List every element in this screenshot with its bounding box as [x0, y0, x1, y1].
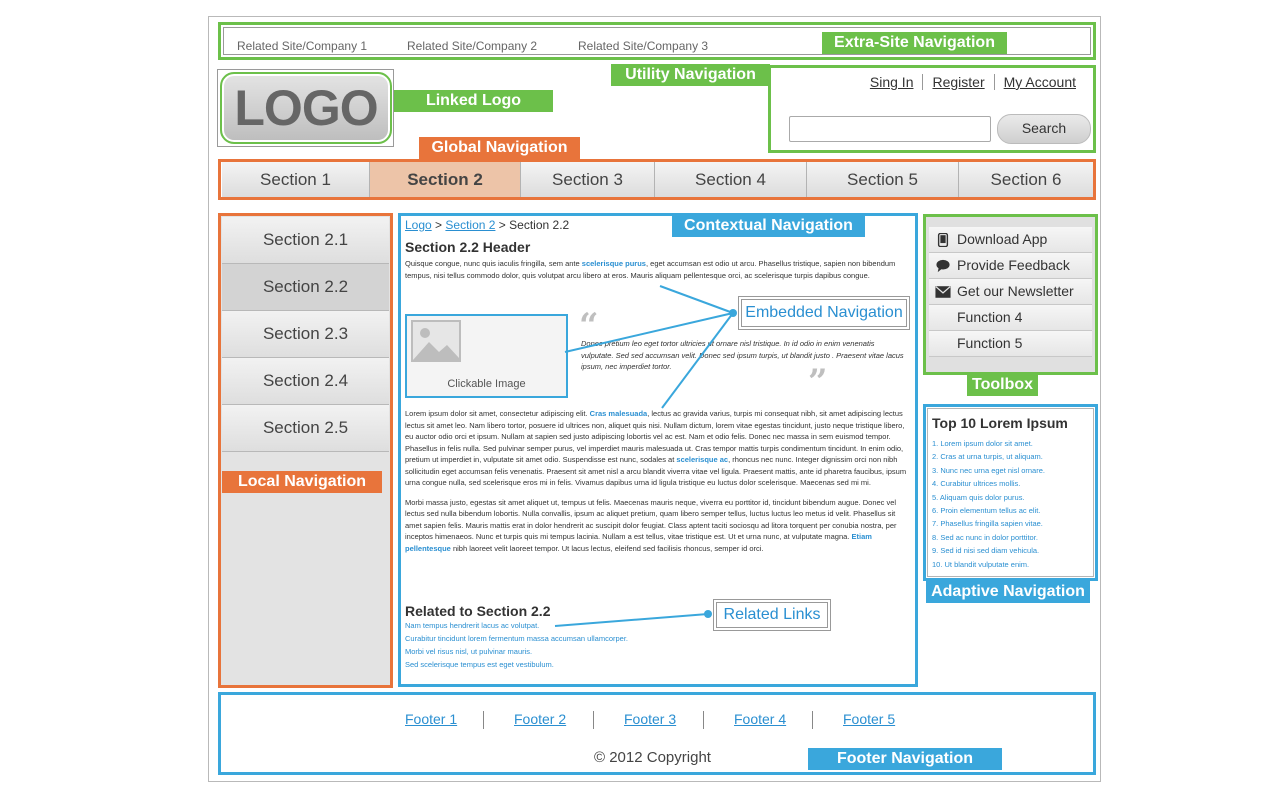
footer-link-4[interactable]: Footer 4 [734, 711, 787, 727]
sign-in-link[interactable]: Sing In [869, 74, 914, 90]
extra-site-link-1[interactable]: Related Site/Company 1 [237, 39, 368, 53]
search-input[interactable] [789, 116, 991, 142]
local-nav [218, 213, 393, 688]
top-10-item[interactable]: 5. Aliquam quis dolor purus. [932, 492, 1025, 502]
related-link-4[interactable]: Sed scelerisque tempus est eget vestibulum. [405, 660, 554, 669]
top-10-item[interactable]: 7. Phasellus fringilla sapien vitae. [932, 519, 1043, 529]
global-nav-section-5[interactable]: Section 5 [807, 162, 959, 197]
utility-nav [768, 65, 1096, 153]
provide-feedback-label: Provide Feedback [957, 257, 1070, 273]
phone-icon [935, 233, 951, 247]
paragraph-text: Lorem ipsum dolor sit amet, consectetur adipiscing elit. [405, 409, 590, 418]
search-button[interactable]: Search [997, 114, 1091, 144]
speech-bubble-icon [935, 259, 951, 273]
function-5-button[interactable] [929, 331, 1092, 357]
embedded-link-3[interactable]: scelerisque ac [676, 455, 729, 464]
top-10-item[interactable]: 10. Ut blandit vulputate enim. [932, 559, 1030, 569]
download-app-button[interactable] [929, 227, 1092, 253]
toolbox-label: Toolbox [967, 374, 1038, 396]
download-app-label: Download App [957, 231, 1048, 247]
footer-link-3[interactable]: Footer 3 [624, 711, 677, 727]
provide-feedback-button[interactable] [929, 253, 1092, 279]
section-header: Section 2.2 Header [405, 238, 531, 255]
footer-separator [812, 711, 813, 729]
top-10-item[interactable]: 8. Sed ac nunc in dolor porttitor. [932, 532, 1038, 542]
global-nav [218, 159, 1096, 200]
toolbox [923, 214, 1098, 375]
global-nav-section-3[interactable]: Section 3 [521, 162, 655, 197]
top-10-list [932, 437, 1092, 571]
logo[interactable] [220, 72, 392, 144]
breadcrumb-separator: > [435, 218, 443, 232]
local-nav-section-2-5[interactable]: Section 2.5 [222, 405, 389, 452]
breadcrumb-current: Section 2.2 [509, 218, 570, 232]
adaptive-nav-label: Adaptive Navigation [926, 581, 1090, 603]
adaptive-nav-title: Top 10 Lorem Ipsum [932, 415, 1068, 431]
image-caption: Clickable Image [447, 378, 526, 390]
global-nav-label: Global Navigation [419, 137, 580, 159]
breadcrumb [405, 220, 908, 232]
extra-site-link-3[interactable]: Related Site/Company 3 [578, 39, 709, 53]
extra-site-link-2[interactable]: Related Site/Company 2 [407, 39, 538, 53]
related-header: Related to Section 2.2 [405, 603, 551, 619]
embedded-link-4[interactable]: Etiam pellentesque [405, 532, 872, 553]
register-link[interactable]: Register [922, 74, 993, 90]
paragraph-text: Morbi massa justo, egestas sit amet aliquet ut, tempus ut felis. Maecenas mauris neque, viverra eu porttitor id, tincidunt bibendum augue. Donec vel lectus sed nulla bibendum lobortis. Nulla convallis, ipsum ac aliquet pretium, quam libero semper tellus, luctus luctus leo metus id velit. Phasellus sit amet sapien felis. Mauris mattis erat in dolor hendrerit ac suscipit dolor feugiat. Class aptent taciti sociosqu ad litora torquent per conubia nostra, per inceptos himenaeos. Nunc et turpis quis mi tempus lacinia. Nullam a est tellus, vitae tristique est. Ut et urna nunc, at vulputate magna. [405, 497, 897, 541]
local-nav-label: Local Navigation [222, 471, 382, 493]
footer-separator [593, 711, 594, 729]
clickable-image[interactable] [405, 314, 568, 398]
paragraph-text: Quisque congue, nunc quis iaculis fringilla, sem ante [405, 259, 582, 268]
paragraph-3 [405, 497, 908, 555]
breadcrumb-section-2-link[interactable]: Section 2 [445, 218, 496, 232]
breadcrumb-separator: > [498, 218, 506, 232]
contextual-nav-label: Contextual Navigation [672, 215, 865, 237]
top-10-item[interactable]: 2. Cras at urna turpis, ut aliquam. [932, 452, 1043, 462]
paragraph-text: , lectus ac gravida varius, turpis mi consequat nibh, sit amet adipiscing lectus lectus sit amet leo. Nam libero tortor, posuere id ultrices non, aliquet quis nisi. Nullam dictum, lorem vitae egestas tincidunt, justo neque tristique libero, eu auctor odio orci et ipsum. Nullam at sapien sed justo adipiscing lobortis vel ac est. Nam et odio felis. Donec nec massa in sem euismod tempor. Phasellus in felis nulla. Sed pulvinar semper purus, vel imperdiet mauris malesuada ut. Cras tempor mattis turpis condimentum tincidunt. In enim odio, pretium ut imperdiet in, vulputate sit amet odio. Suspendisse est nunc, sodales at [405, 409, 905, 464]
utility-nav-label: Utility Navigation [611, 64, 770, 86]
close-quote-icon: ” [808, 362, 828, 402]
paragraph-text: , eget accumsan est odio ut arcu. Phasellus tristique, sapien non bibendum tempus, nisi tellus commodo dolor, quis volutpat arcu libero at eros. Mauris aliquam pellentesque orci, ac scelerisque turpis dapibus congue. [405, 259, 896, 280]
related-links-callout: Related Links [716, 602, 828, 628]
paragraph-1 [405, 258, 908, 281]
embedded-link-2[interactable]: Cras malesuada [589, 409, 648, 418]
main-content-body [405, 408, 908, 554]
newsletter-button[interactable] [929, 279, 1092, 305]
top-10-item[interactable]: 6. Proin elementum tellus ac elit. [932, 506, 1041, 516]
copyright: © 2012 Copyright [594, 749, 711, 766]
local-nav-section-2-2[interactable]: Section 2.2 [222, 264, 389, 311]
envelope-icon [935, 285, 951, 299]
embedded-link-1[interactable]: scelerisque purus [581, 259, 646, 268]
paragraph-text: , rhoncus nec nunc. Integer dignissim orci non nibh sollicitudin eget accumsan felis venenatis. Praesent sit amet nisl a arcu blandit viverra vitae vel ligula. Praesent mattis, ante id pharetra faucibus, ipsum urna congue nulla, sed scelerisque eros mi in felis. Vivamus dapibus urna id ligula tristique eu luctus dolor scelerisque. Maecenas sed mi mi. [405, 455, 907, 487]
my-account-link[interactable]: My Account [994, 74, 1085, 90]
related-link-2[interactable]: Curabitur tincidunt lorem fermentum massa accumsan ullamcorper. [405, 634, 629, 643]
top-10-item[interactable]: 4. Curabitur ultrices mollis. [932, 479, 1021, 489]
local-nav-section-2-1[interactable]: Section 2.1 [222, 217, 389, 264]
paragraph-text: nibh laoreet velit laoreet tempor. Ut lacus lectus, eleifend sed facilisis rhoncus, semper id orci. [450, 543, 764, 553]
footer-link-1[interactable]: Footer 1 [405, 711, 458, 727]
footer-link-5[interactable]: Footer 5 [843, 711, 896, 727]
function-5-label: Function 5 [957, 335, 1023, 351]
adaptive-nav [923, 404, 1098, 581]
paragraph-2 [405, 408, 908, 489]
open-quote-icon: “ [579, 306, 599, 346]
function-4-button[interactable] [929, 305, 1092, 331]
global-nav-section-2[interactable]: Section 2 [370, 162, 521, 197]
logo-text: LOGO [234, 80, 378, 136]
footer-link-2[interactable]: Footer 2 [514, 711, 567, 727]
image-placeholder-icon [411, 320, 461, 362]
utility-links [861, 74, 1085, 90]
extra-site-nav-label: Extra-Site Navigation [822, 32, 1007, 54]
footer-separator [703, 711, 704, 729]
breadcrumb-logo-link[interactable]: Logo [405, 218, 432, 232]
local-nav-section-2-4[interactable]: Section 2.4 [222, 358, 389, 405]
pull-quote: Donec pretium leo eget tortor ultricies ut ornare nisl tristique. In id odio in enim venenatis vulputate. Sed sed accumsan velit. Donec sed ipsum turpis, ut blandit justo . Praesent vitae lacus ipsum, nec imperdiet tortor. [581, 339, 904, 371]
local-nav-section-2-3[interactable]: Section 2.3 [222, 311, 389, 358]
footer-nav-label: Footer Navigation [808, 748, 1002, 770]
newsletter-label: Get our Newsletter [957, 283, 1074, 299]
global-nav-section-1[interactable]: Section 1 [222, 162, 370, 197]
top-10-item[interactable]: 3. Nunc nec urna eget nisl ornare. [932, 465, 1045, 475]
top-10-item[interactable]: 9. Sed id nisi sed diam vehicula. [932, 546, 1040, 556]
related-link-3[interactable]: Morbi vel risus nisl, ut pulvinar mauris. [405, 647, 533, 656]
related-links [405, 619, 705, 671]
footer-separator [483, 711, 484, 729]
function-4-label: Function 4 [957, 309, 1023, 325]
top-10-item[interactable]: 1. Lorem ipsum dolor sit amet. [932, 439, 1033, 448]
related-link-1[interactable]: Nam tempus hendrerit lacus ac volutpat. [405, 621, 540, 630]
embedded-navigation-callout: Embedded Navigation [741, 299, 907, 327]
linked-logo-label: Linked Logo [394, 90, 553, 112]
global-nav-section-6[interactable]: Section 6 [959, 162, 1093, 197]
main-content [405, 220, 908, 281]
global-nav-section-4[interactable]: Section 4 [655, 162, 807, 197]
